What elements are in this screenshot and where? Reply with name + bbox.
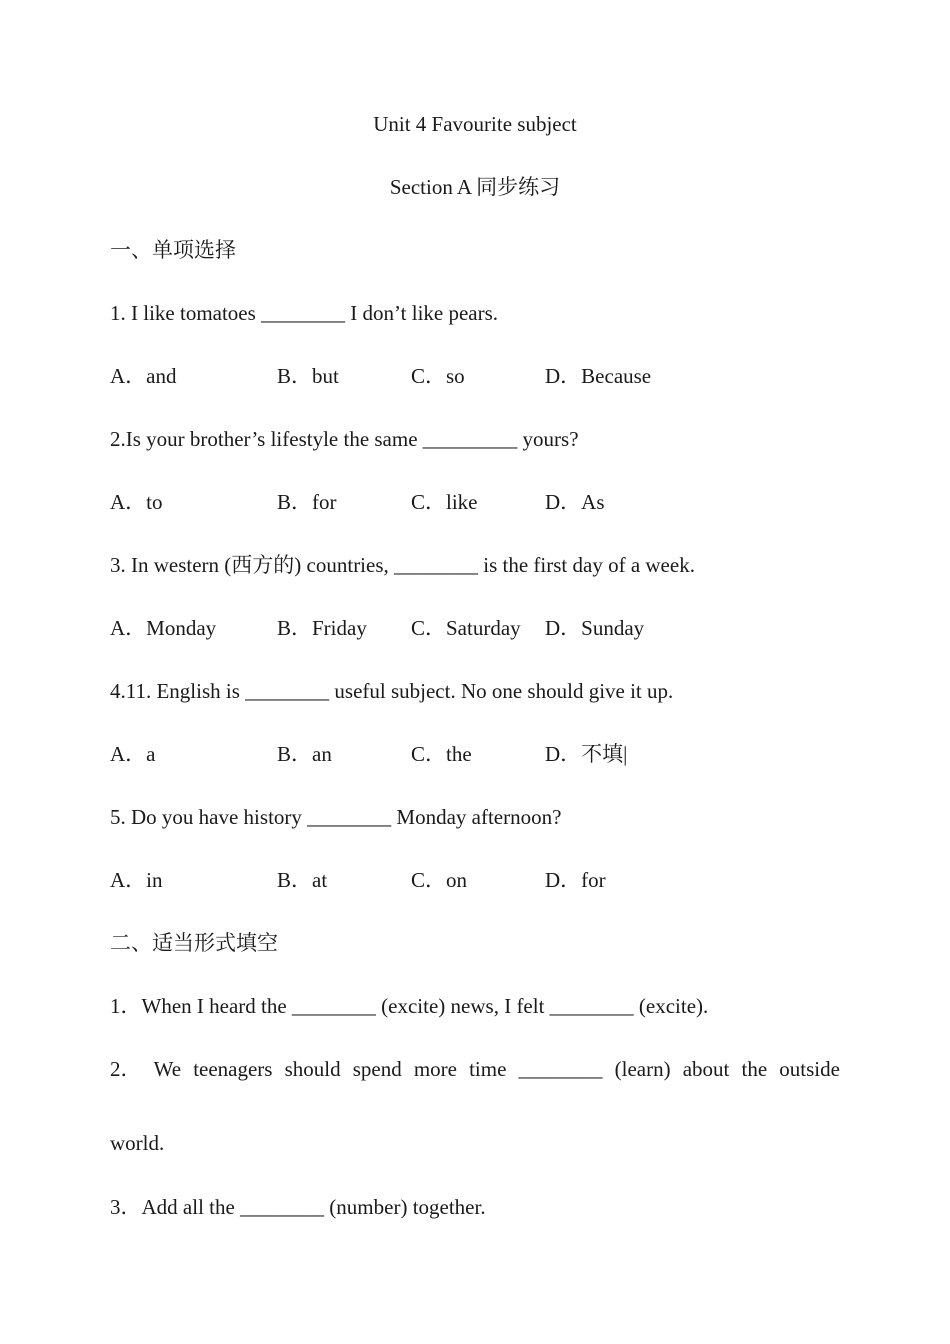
option-a: A．a [110,742,156,766]
option-d: D．As [545,490,605,514]
option-c: C．on [411,868,468,892]
question-stem: 4.11. English is ________ useful subject. No one should give it up. [110,679,674,703]
question-word: We [153,1057,182,1081]
section-heading-fill-in: 二、适当形式填空 [110,931,278,955]
option-d: D．Sunday [545,616,645,640]
option-d: D．Because [545,364,652,388]
option-c: C．like [411,490,478,514]
question-stem: 3. In western (西方的) countries, ________ is the first day of a week. [110,553,695,577]
question-word: more [413,1057,457,1081]
option-a: A．to [110,490,163,514]
question-word: teenagers [193,1057,273,1081]
question-stem: 1. I like tomatoes ________ I don’t like pears. [110,301,499,325]
option-c: C．Saturday [411,616,521,640]
question-word: time [469,1057,507,1081]
section-heading-multiple-choice: 一、单项选择 [110,238,236,262]
question-word: about [682,1057,730,1081]
option-c: C．the [411,742,472,766]
option-b: B．an [277,742,332,766]
question-word: the [741,1057,768,1081]
option-b: B．at [277,868,328,892]
option-a: A．in [110,868,163,892]
question-word: outside [779,1057,840,1081]
fill-in-question-3: 3．Add all the ________ (number) together. [110,1195,486,1219]
question-stem: 5. Do you have history ________ Monday afternoon? [110,805,562,829]
question-word: spend [352,1057,402,1081]
question-word: should [284,1057,341,1081]
answer-blank: ________ [518,1057,603,1081]
fill-in-question-2 [110,1056,840,1082]
fill-in-question-2-continued: world. [110,1131,165,1155]
question-word: 2． [110,1057,142,1081]
option-a: A．Monday [110,616,217,640]
question-word: (learn) [614,1057,671,1081]
page-subtitle: Section A 同步练习 [389,175,561,199]
fill-in-question-1: 1．When I heard the ________ (excite) news, I felt ________ (excite). [110,994,709,1018]
question-stem: 2.Is your brother’s lifestyle the same _________ yours? [110,427,579,451]
page-title: Unit 4 Favourite subject [373,112,577,136]
option-b: B．for [277,490,337,514]
option-a: A．and [110,364,177,388]
option-d: D．for [545,868,606,892]
option-b: B．Friday [277,616,367,640]
option-b: B．but [277,364,339,388]
option-d: D．不填| [545,742,628,766]
option-c: C．so [411,364,465,388]
